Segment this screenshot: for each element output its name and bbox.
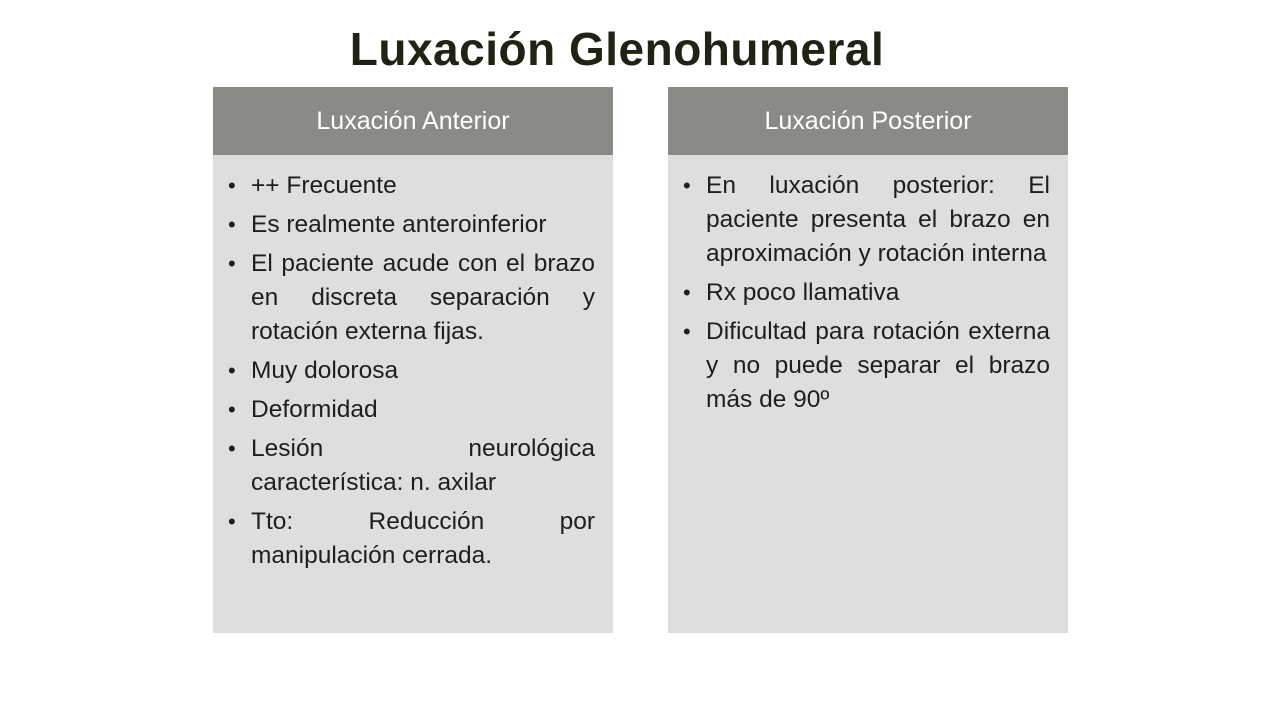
- anterior-panel-header: Luxación Anterior: [213, 87, 613, 155]
- anterior-bullet-list: [213, 155, 613, 573]
- posterior-bullet-list: [668, 155, 1068, 417]
- bullet-item: • Dificultad para rotación externa y no puede separar el brazo más de 90º: [683, 315, 1050, 417]
- bullet-item: • Muy dolorosa: [228, 354, 595, 388]
- bullet-item: • Lesión neurológica característica: n. axilar: [228, 432, 595, 500]
- posterior-panel-header: Luxación Posterior: [668, 87, 1068, 155]
- bullet-item: • Tto: Reducción por manipulación cerrada.: [228, 505, 595, 573]
- slide-title: Luxación Glenohumeral: [349, 23, 885, 75]
- bullet-item: • Es realmente anteroinferior: [228, 208, 595, 242]
- bullet-item: • Deformidad: [228, 393, 595, 427]
- anterior-panel: [213, 87, 613, 633]
- bullet-item: • ++ Frecuente: [228, 169, 595, 203]
- bullet-item: • El paciente acude con el brazo en discreta separación y rotación externa fijas.: [228, 247, 595, 349]
- bullet-item: • Rx poco llamativa: [683, 276, 1050, 310]
- posterior-panel: [668, 87, 1068, 633]
- bullet-item: • En luxación posterior: El paciente presenta el brazo en aproximación y rotación interna: [683, 169, 1050, 271]
